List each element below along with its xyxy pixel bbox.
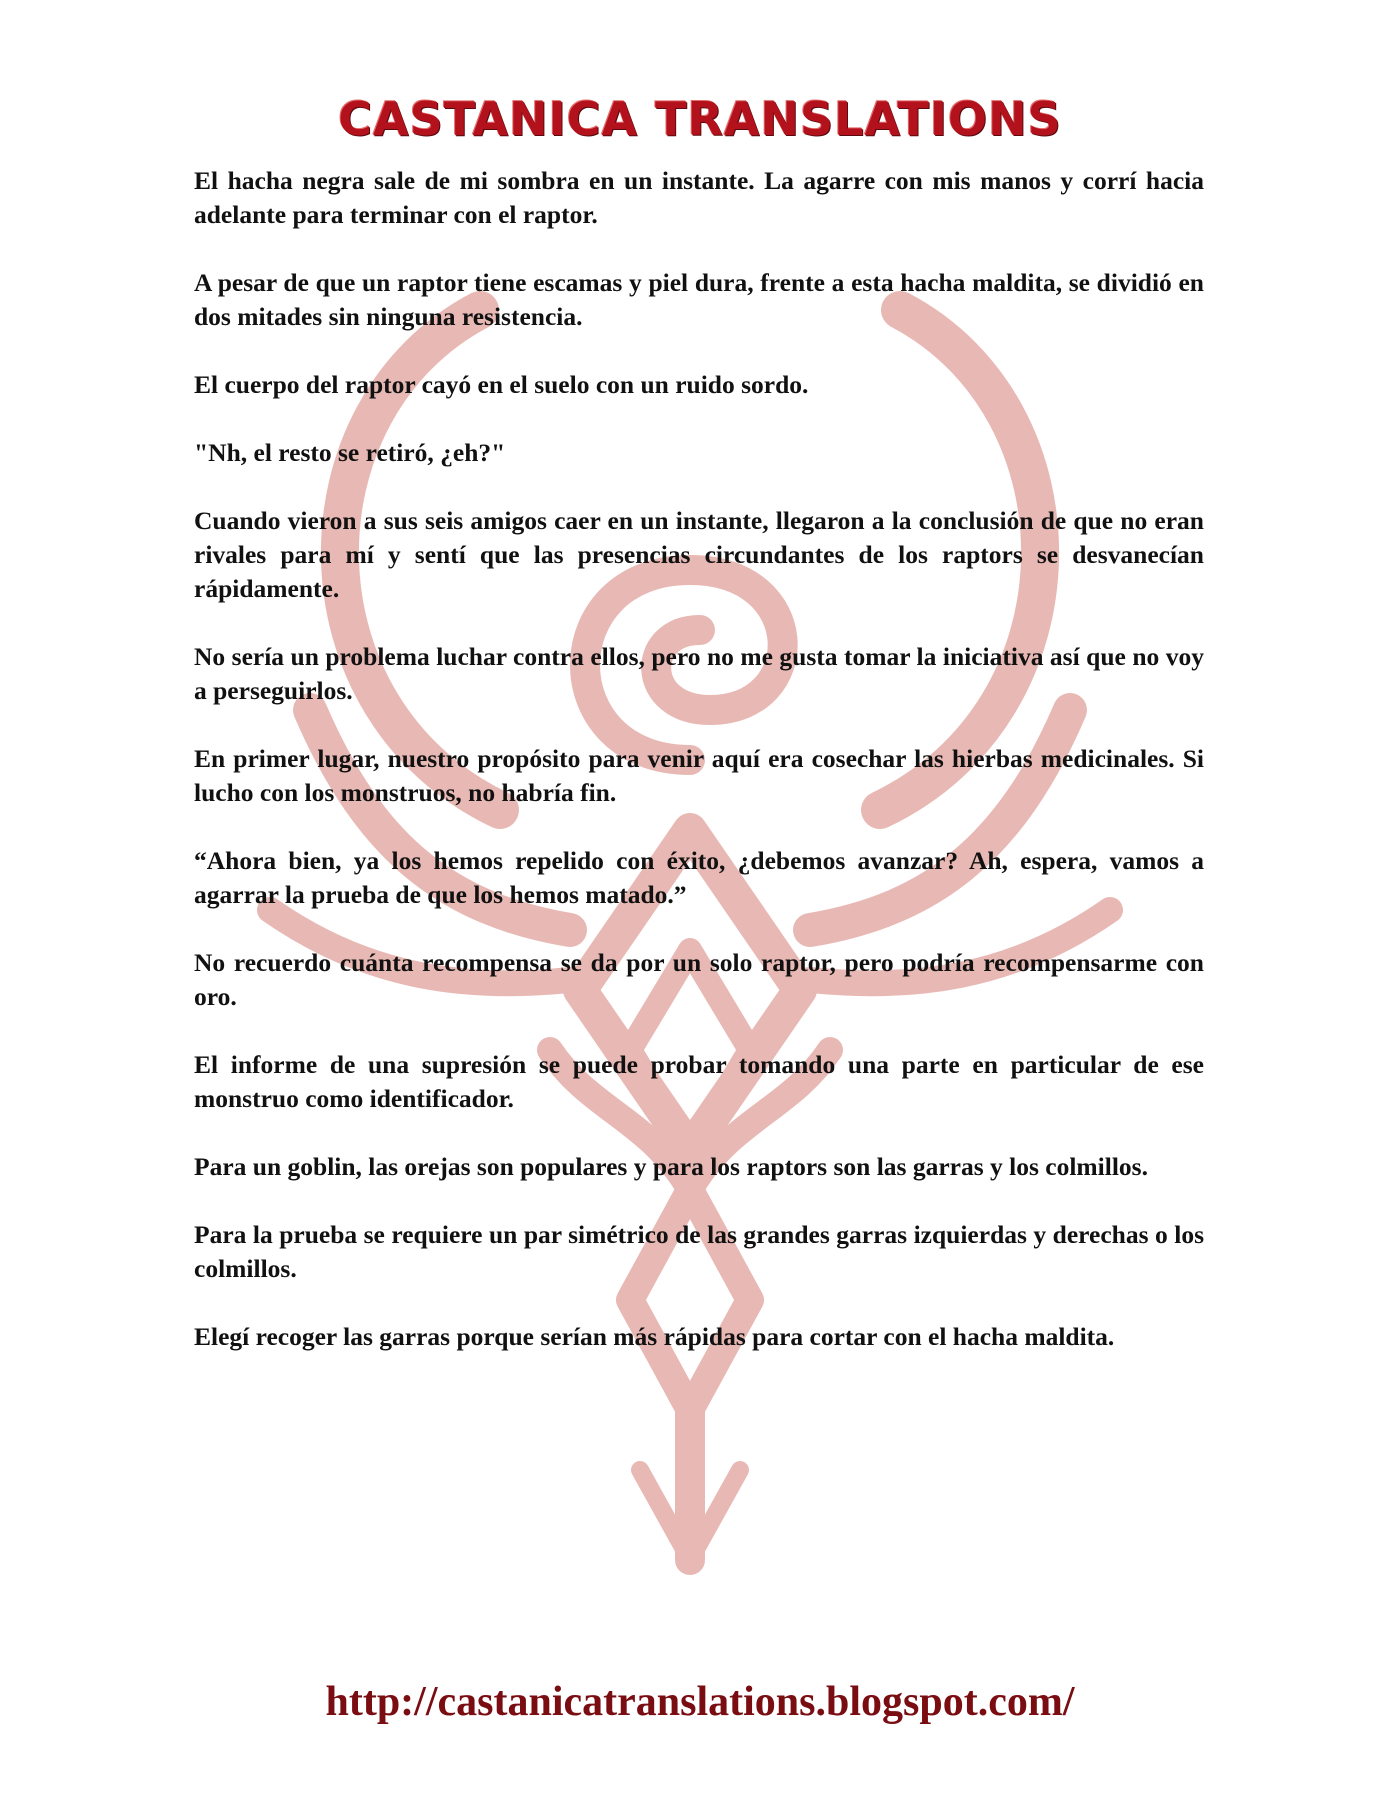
paragraph: Para un goblin, las orejas son populares y para los raptors son las garras y los colmillos. [194, 1152, 1148, 1181]
paragraph: No recuerdo cuánta recompensa se da por un solo raptor, pero podría recompensarme con oro. [194, 948, 1204, 1011]
page-title: CASTANICA TRANSLATIONS [338, 92, 1062, 146]
paragraph: "Nh, el resto se retiró, ¿eh?" [194, 438, 506, 467]
paragraph: El informe de una supresión se puede probar tomando una parte en particular de ese monstruo como identificador. [194, 1050, 1204, 1113]
paragraph: A pesar de que un raptor tiene escamas y piel dura, frente a esta hacha maldita, se dividió en dos mitades sin ninguna resistencia. [194, 268, 1204, 331]
paragraph: “Ahora bien, ya los hemos repelido con éxito, ¿debemos avanzar? Ah, espera, vamos a agarrar la prueba de que los hemos matado.” [194, 846, 1204, 909]
chapter-body [194, 164, 1204, 1388]
footer-url-link[interactable]: http://castanicatranslations.blogspot.com/ [325, 1679, 1075, 1725]
paragraph: Para la prueba se requiere un par simétrico de las grandes garras izquierdas y derechas o los colmillos. [194, 1220, 1204, 1283]
paragraph: Elegí recoger las garras porque serían más rápidas para cortar con el hacha maldita. [194, 1322, 1115, 1351]
paragraph: El cuerpo del raptor cayó en el suelo con un ruido sordo. [194, 370, 809, 399]
paragraph: El hacha negra sale de mi sombra en un instante. La agarre con mis manos y corrí hacia adelante para terminar con el raptor. [194, 166, 1204, 229]
paragraph: No sería un problema luchar contra ellos, pero no me gusta tomar la iniciativa así que no voy a perseguirlos. [194, 642, 1204, 705]
paragraph: Cuando vieron a sus seis amigos caer en un instante, llegaron a la conclusión de que no eran rivales para mí y sentí que las presencias circundantes de los raptors se desvanecían rápidamente. [194, 506, 1204, 603]
paragraph: En primer lugar, nuestro propósito para venir aquí era cosechar las hierbas medicinales. Si lucho con los monstruos, no habría fin. [194, 744, 1204, 807]
